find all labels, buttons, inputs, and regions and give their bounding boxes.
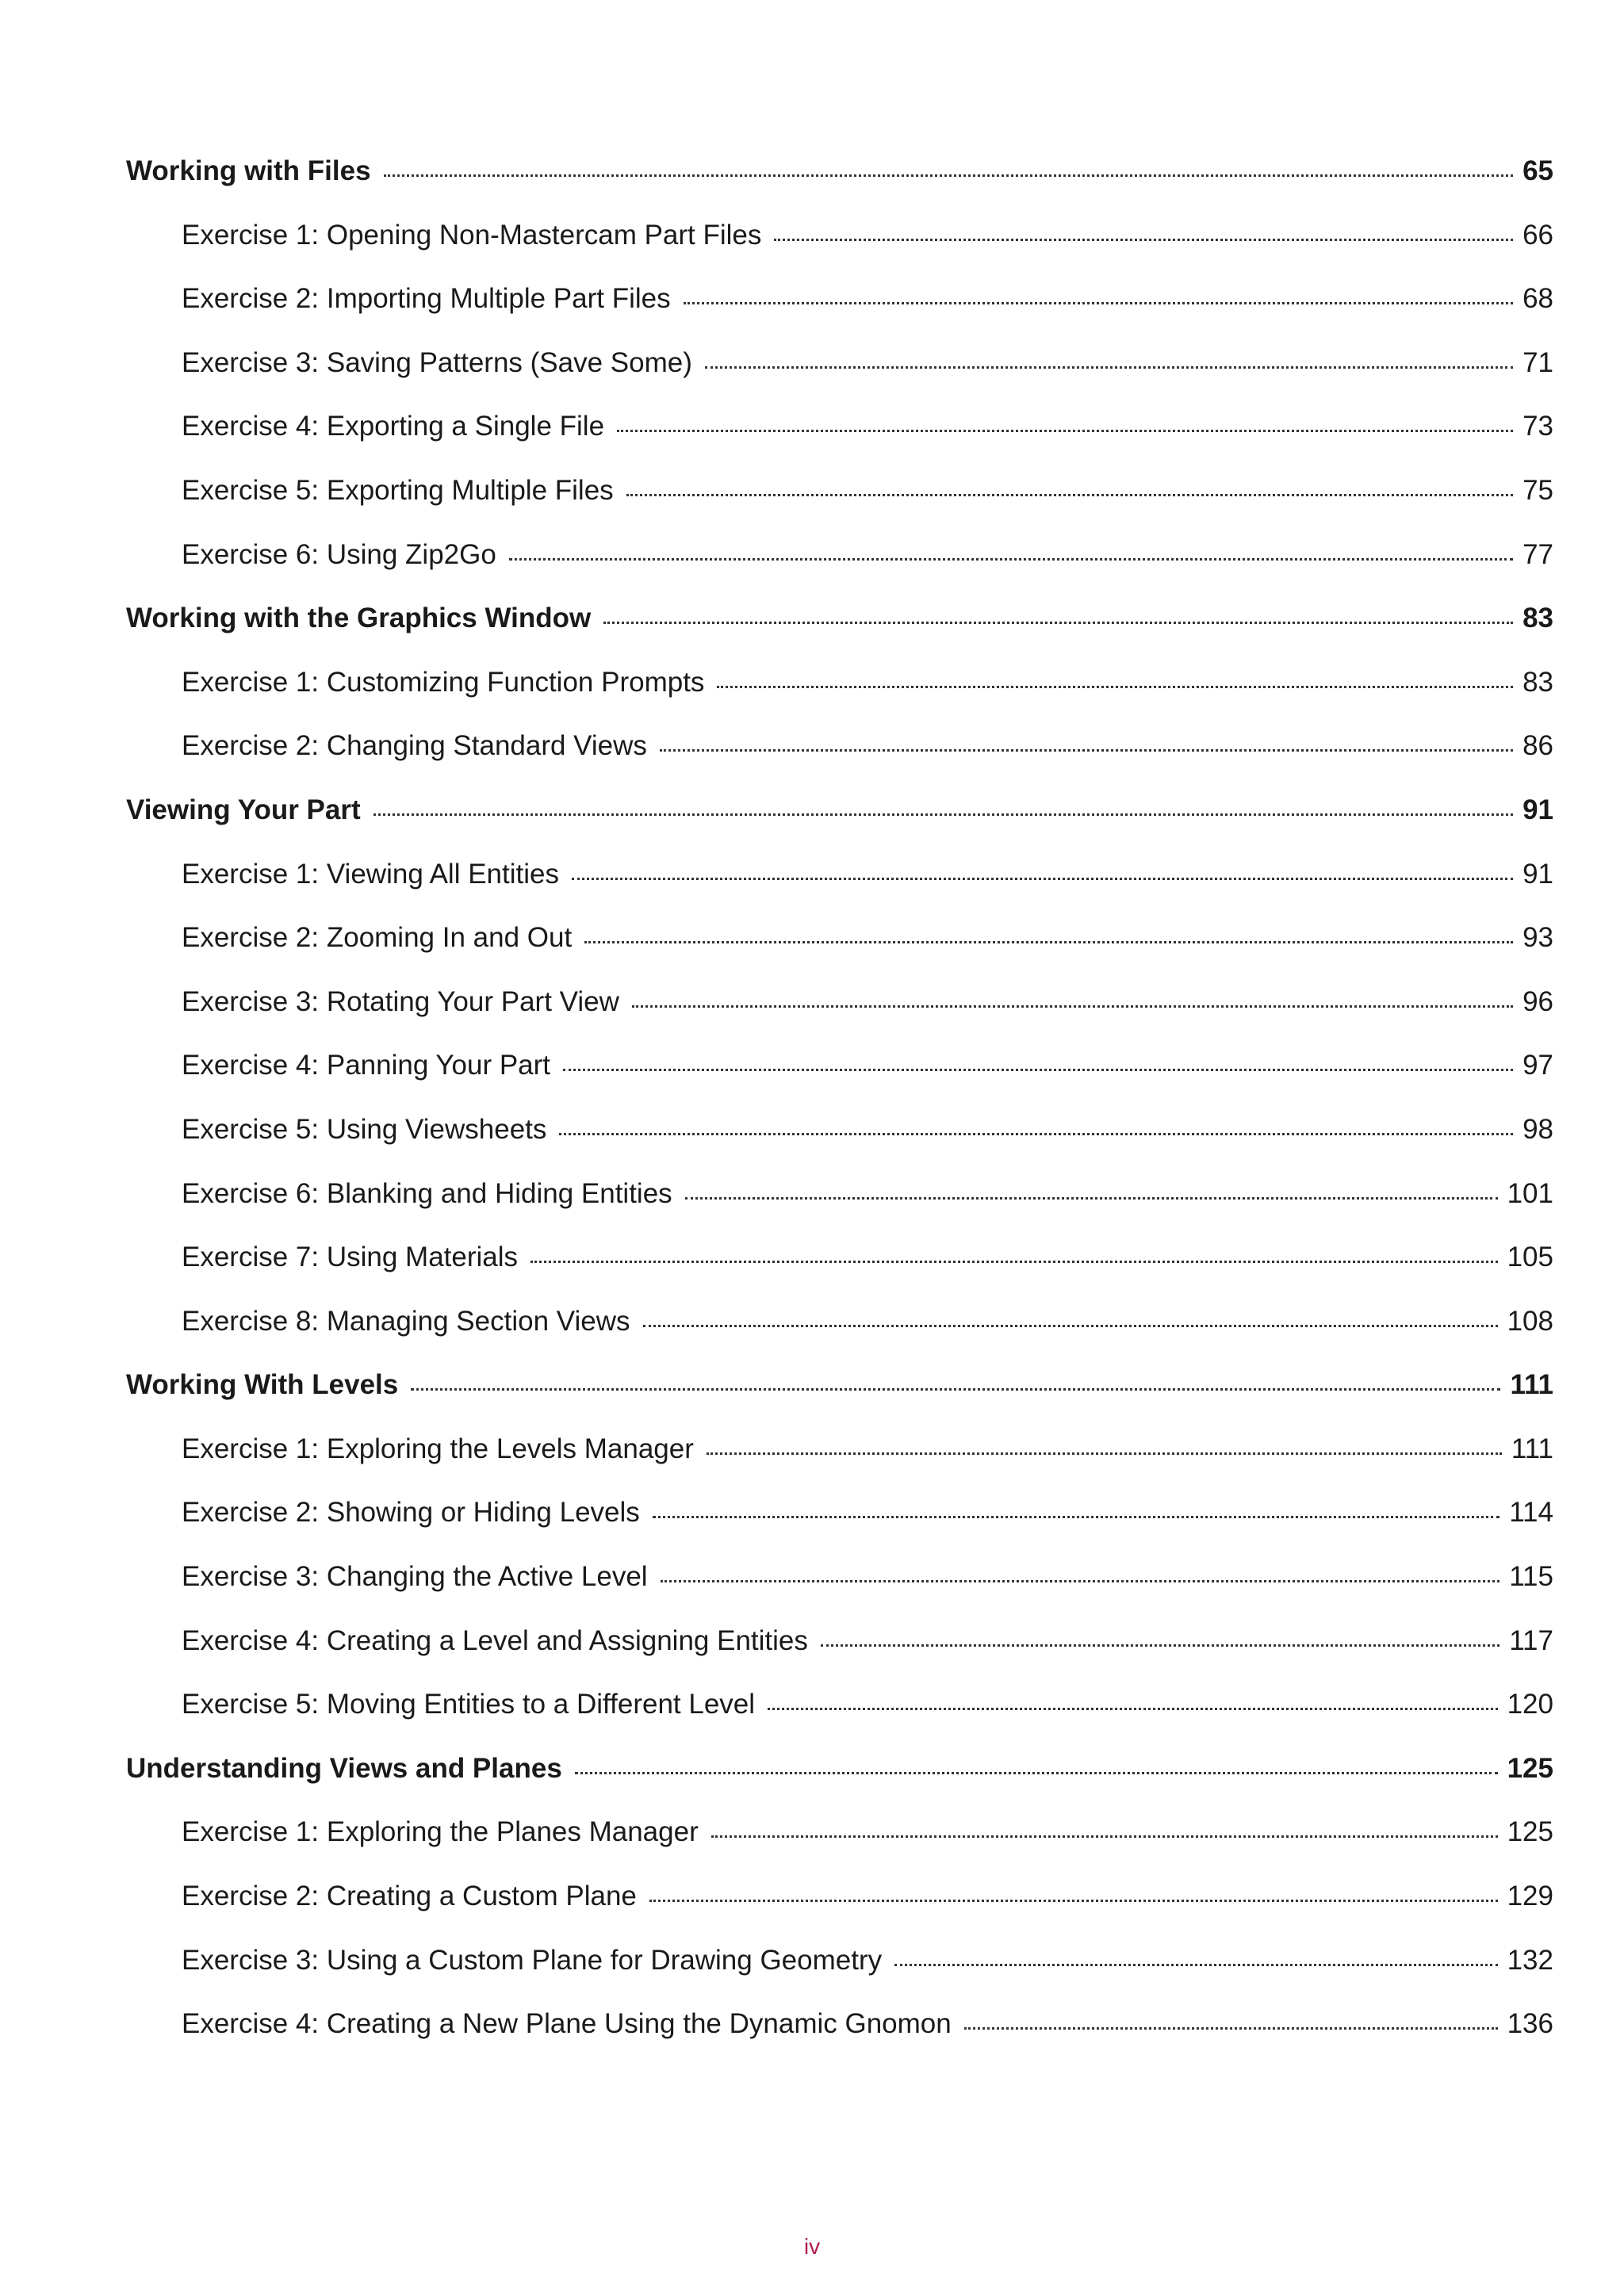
toc-section-entry[interactable]: [126, 1745, 1553, 1809]
toc-dot-leader: [661, 1580, 1500, 1582]
table-of-contents: [126, 147, 1553, 2064]
toc-entry-title: Working with the Graphics Window: [126, 603, 592, 634]
toc-entry-page: 83: [1522, 666, 1553, 698]
toc-exercise-entry[interactable]: [126, 1617, 1553, 1682]
toc-entry-title: Exercise 5: Using Viewsheets: [182, 1113, 547, 1145]
toc-exercise-entry[interactable]: [126, 1873, 1553, 1937]
toc-entry-page: 111: [1511, 1433, 1553, 1464]
toc-entry-title: Exercise 3: Changing the Active Level: [182, 1561, 648, 1593]
toc-entry-page: 97: [1522, 1050, 1553, 1081]
toc-entry-title: Exercise 2: Changing Standard Views: [182, 730, 647, 762]
toc-entry-page: 71: [1522, 346, 1553, 378]
toc-entry-title: Exercise 3: Using a Custom Plane for Drawing Geometry: [182, 1944, 883, 1976]
toc-exercise-entry[interactable]: [126, 212, 1553, 276]
toc-entry-title: Exercise 1: Exploring the Planes Manager: [182, 1816, 699, 1848]
toc-dot-leader: [626, 494, 1513, 496]
toc-entry-page: 125: [1507, 1816, 1553, 1848]
toc-dot-leader: [584, 941, 1513, 943]
toc-entry-title: Exercise 4: Exporting a Single File: [182, 411, 605, 442]
toc-dot-leader: [384, 174, 1514, 177]
toc-entry-title: Exercise 6: Blanking and Hiding Entities: [182, 1177, 672, 1209]
toc-entry-page: 66: [1522, 219, 1553, 251]
toc-entry-page: 129: [1507, 1881, 1553, 1912]
toc-entry-page: 65: [1522, 155, 1553, 186]
toc-exercise-entry[interactable]: [126, 403, 1553, 467]
toc-entry-title: Exercise 3: Rotating Your Part View: [182, 985, 619, 1017]
toc-dot-leader: [705, 366, 1513, 369]
toc-exercise-entry[interactable]: [126, 1425, 1553, 1490]
toc-exercise-entry[interactable]: [126, 978, 1553, 1043]
toc-dot-leader: [711, 1835, 1498, 1838]
toc-entry-page: 136: [1507, 2008, 1553, 2040]
toc-exercise-entry[interactable]: [126, 1489, 1553, 1553]
toc-entry-title: Exercise 5: Moving Entities to a Different Level: [182, 1689, 756, 1720]
toc-entry-title: Understanding Views and Planes: [126, 1752, 562, 1784]
toc-exercise-entry[interactable]: [126, 275, 1553, 339]
toc-entry-page: 91: [1522, 794, 1553, 825]
toc-entry-page: 105: [1507, 1242, 1553, 1273]
toc-entry-page: 117: [1509, 1624, 1553, 1656]
toc-entry-page: 120: [1507, 1689, 1553, 1720]
toc-entry-title: Exercise 5: Exporting Multiple Files: [182, 474, 614, 506]
toc-entry-page: 114: [1509, 1497, 1553, 1529]
toc-entry-title: Exercise 4: Creating a New Plane Using the Dynamic Gnomon: [182, 2008, 952, 2040]
toc-exercise-entry[interactable]: [126, 1808, 1553, 1873]
toc-dot-leader: [821, 1644, 1500, 1647]
toc-entry-page: 93: [1522, 922, 1553, 954]
toc-exercise-entry[interactable]: [126, 1681, 1553, 1745]
toc-entry-page: 108: [1507, 1305, 1553, 1337]
toc-entry-title: Exercise 2: Zooming In and Out: [182, 922, 573, 954]
toc-exercise-entry[interactable]: [126, 1937, 1553, 2001]
toc-entry-title: Exercise 2: Importing Multiple Part Files: [182, 283, 671, 315]
toc-dot-leader: [768, 1708, 1498, 1710]
toc-dot-leader: [894, 1964, 1497, 1966]
toc-dot-leader: [603, 622, 1513, 624]
toc-dot-leader: [575, 1772, 1498, 1774]
toc-entry-page: 96: [1522, 985, 1553, 1017]
toc-entry-title: Working with Files: [126, 155, 371, 186]
toc-entry-title: Exercise 4: Creating a Level and Assigning Entities: [182, 1624, 808, 1656]
page-number: iv: [803, 2234, 821, 2259]
toc-entry-page: 132: [1507, 1944, 1553, 1976]
toc-exercise-entry[interactable]: [126, 339, 1553, 404]
toc-entry-page: 91: [1522, 858, 1553, 890]
toc-dot-leader: [373, 813, 1513, 816]
toc-dot-leader: [632, 1005, 1513, 1008]
toc-entry-page: 125: [1507, 1752, 1553, 1784]
toc-exercise-entry[interactable]: [126, 659, 1553, 723]
toc-entry-title: Exercise 6: Using Zip2Go: [182, 538, 496, 570]
toc-dot-leader: [660, 749, 1513, 752]
toc-entry-page: 111: [1510, 1369, 1553, 1401]
toc-entry-title: Exercise 7: Using Materials: [182, 1242, 519, 1273]
toc-entry-title: Exercise 1: Exploring the Levels Manager: [182, 1433, 694, 1464]
toc-dot-leader: [685, 1197, 1498, 1200]
toc-entry-title: Exercise 3: Saving Patterns (Save Some): [182, 346, 692, 378]
toc-exercise-entry[interactable]: [126, 722, 1553, 786]
toc-section-entry[interactable]: [126, 786, 1553, 851]
toc-exercise-entry[interactable]: [126, 1298, 1553, 1362]
toc-exercise-entry[interactable]: [126, 914, 1553, 978]
toc-dot-leader: [411, 1388, 1500, 1391]
toc-exercise-entry[interactable]: [126, 1170, 1553, 1234]
toc-entry-title: Viewing Your Part: [126, 794, 361, 825]
toc-entry-title: Exercise 1: Viewing All Entities: [182, 858, 559, 890]
toc-dot-leader: [684, 302, 1513, 304]
toc-dot-leader: [559, 1133, 1513, 1135]
toc-dot-leader: [774, 239, 1513, 241]
toc-entry-title: Exercise 2: Creating a Custom Plane: [182, 1881, 637, 1912]
toc-dot-leader: [964, 2027, 1498, 2030]
toc-dot-leader: [617, 430, 1513, 432]
toc-exercise-entry[interactable]: [126, 1234, 1553, 1298]
toc-dot-leader: [653, 1516, 1500, 1518]
toc-entry-page: 98: [1522, 1113, 1553, 1145]
toc-dot-leader: [530, 1261, 1498, 1263]
toc-entry-page: 77: [1522, 538, 1553, 570]
toc-entry-page: 115: [1509, 1561, 1553, 1593]
toc-entry-page: 101: [1507, 1177, 1553, 1209]
toc-entry-title: Exercise 8: Managing Section Views: [182, 1305, 630, 1337]
toc-dot-leader: [649, 1900, 1498, 1902]
toc-dot-leader: [707, 1452, 1502, 1455]
toc-exercise-entry[interactable]: [126, 1553, 1553, 1617]
toc-entry-title: Exercise 1: Customizing Function Prompts: [182, 666, 705, 698]
toc-exercise-entry[interactable]: [126, 467, 1553, 531]
toc-dot-leader: [509, 558, 1513, 561]
toc-dot-leader: [563, 1069, 1513, 1071]
toc-section-entry[interactable]: [126, 147, 1553, 212]
toc-entry-title: Exercise 2: Showing or Hiding Levels: [182, 1497, 640, 1529]
toc-entry-page: 75: [1522, 474, 1553, 506]
toc-exercise-entry[interactable]: [126, 2000, 1553, 2064]
toc-exercise-entry[interactable]: [126, 1106, 1553, 1170]
toc-entry-title: Exercise 4: Panning Your Part: [182, 1050, 551, 1081]
toc-entry-title: Working With Levels: [126, 1369, 399, 1401]
toc-exercise-entry[interactable]: [126, 851, 1553, 915]
toc-dot-leader: [572, 878, 1513, 880]
toc-entry-page: 73: [1522, 411, 1553, 442]
toc-dot-leader: [643, 1325, 1498, 1327]
toc-entry-title: Exercise 1: Opening Non-Mastercam Part Files: [182, 219, 762, 251]
toc-section-entry[interactable]: [126, 1361, 1553, 1425]
toc-entry-page: 68: [1522, 283, 1553, 315]
toc-entry-page: 86: [1522, 730, 1553, 762]
toc-exercise-entry[interactable]: [126, 1042, 1553, 1106]
toc-entry-page: 83: [1522, 603, 1553, 634]
toc-dot-leader: [717, 686, 1513, 688]
toc-exercise-entry[interactable]: [126, 531, 1553, 595]
toc-section-entry[interactable]: [126, 595, 1553, 659]
